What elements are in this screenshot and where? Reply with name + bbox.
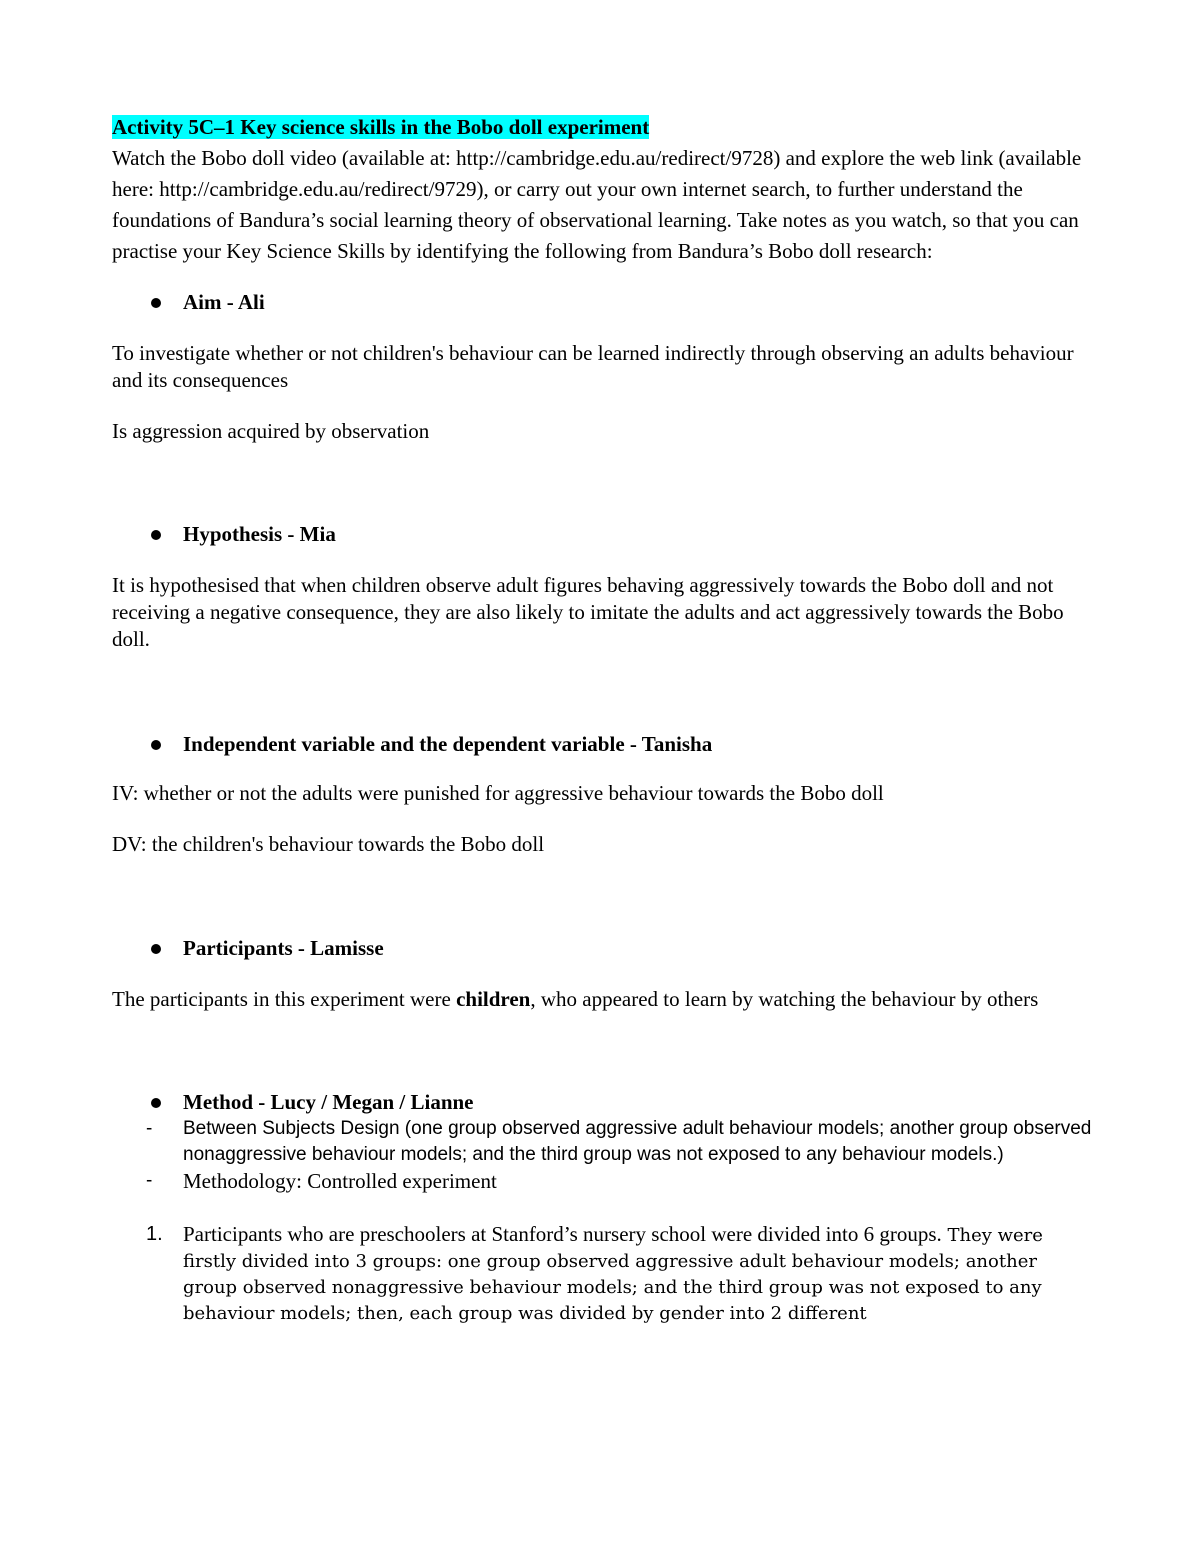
dash-marker: - [146, 1170, 153, 1191]
method-dash-item [112, 1168, 1092, 1194]
aim-paragraph: To investigate whether or not children's behaviour can be learned indirectly through observing an adults behaviour and its consequences [112, 341, 1074, 392]
bullet-icon [151, 740, 161, 750]
method-numbered-item [112, 1222, 1092, 1326]
dash-marker: - [146, 1118, 153, 1139]
bullet-icon [151, 298, 161, 308]
method-heading-text: Method - Lucy / Megan / Lianne [183, 1090, 474, 1114]
method-heading [112, 1089, 1092, 1116]
bullet-icon [151, 530, 161, 540]
bullet-icon [151, 944, 161, 954]
highlighted-title-text: Activity 5C–1 Key science skills in the Bobo doll experiment [112, 115, 650, 139]
aim-heading [112, 289, 1092, 316]
numbered-item-rest: They were firstly divided into 3 groups: one group observed aggressive adult behaviour models; another group observed nonaggressive behaviour models; and the third group was not exposed to any behaviour models; then, each group was divided by gender into 2 different [183, 1225, 1043, 1324]
variables-heading [112, 731, 1092, 758]
bullet-icon [151, 1098, 161, 1108]
numbered-item-first-line: Participants who are preschoolers at Stanford’s nursery school were divided into 6 groups. [183, 1222, 942, 1246]
activity-title [112, 112, 1092, 143]
document-content [112, 112, 1092, 1326]
participants-paragraph [112, 986, 1092, 1013]
list-number: 1. [146, 1223, 163, 1245]
dv-paragraph: DV: the children's behaviour towards the Bobo doll [112, 832, 545, 856]
participants-text-before: The participants in this experiment were [112, 987, 457, 1011]
method-dash-text: Methodology: Controlled experiment [183, 1169, 497, 1193]
participants-text-bold: children [456, 987, 531, 1011]
method-dash-text: Between Subjects Design (one group observed aggressive adult behaviour models; another group observed nonaggressive behaviour models; and the third group was not exposed to any behaviour models.) [183, 1118, 1092, 1165]
iv-paragraph: IV: whether or not the adults were punished for aggressive behaviour towards the Bobo doll [112, 781, 884, 805]
variables-heading-text: Independent variable and the dependent variable - Tanisha [183, 732, 713, 756]
participants-heading [112, 935, 1092, 962]
aim-heading-text: Aim - Ali [183, 290, 265, 314]
aim-question-paragraph: Is aggression acquired by observation [112, 419, 430, 443]
hypothesis-heading-text: Hypothesis - Mia [183, 522, 336, 546]
numbered-item-text [183, 1222, 1043, 1324]
intro-paragraph: Watch the Bobo doll video (available at: http://cambridge.edu.au/redirect/9728) and explore the web link (available here: http://cambridge.edu.au/redirect/9729), or carry out your own internet search, to further understand the foundations of Bandura’s social learning theory of observational learning. Take notes as you watch, so that you can practise your Key Science Skills by identifying the following from Bandura’s Bobo doll research: [112, 146, 1082, 263]
participants-heading-text: Participants - Lamisse [183, 936, 384, 960]
method-dash-item [112, 1116, 1092, 1168]
hypothesis-paragraph: It is hypothesised that when children observe adult figures behaving aggressively towards the Bobo doll and not receiving a negative consequence, they are also likely to imitate the adults and act aggressively towards the Bobo doll. [112, 573, 1064, 651]
hypothesis-heading [112, 521, 1092, 548]
participants-text-after: , who appeared to learn by watching the behaviour by others [530, 987, 1039, 1011]
